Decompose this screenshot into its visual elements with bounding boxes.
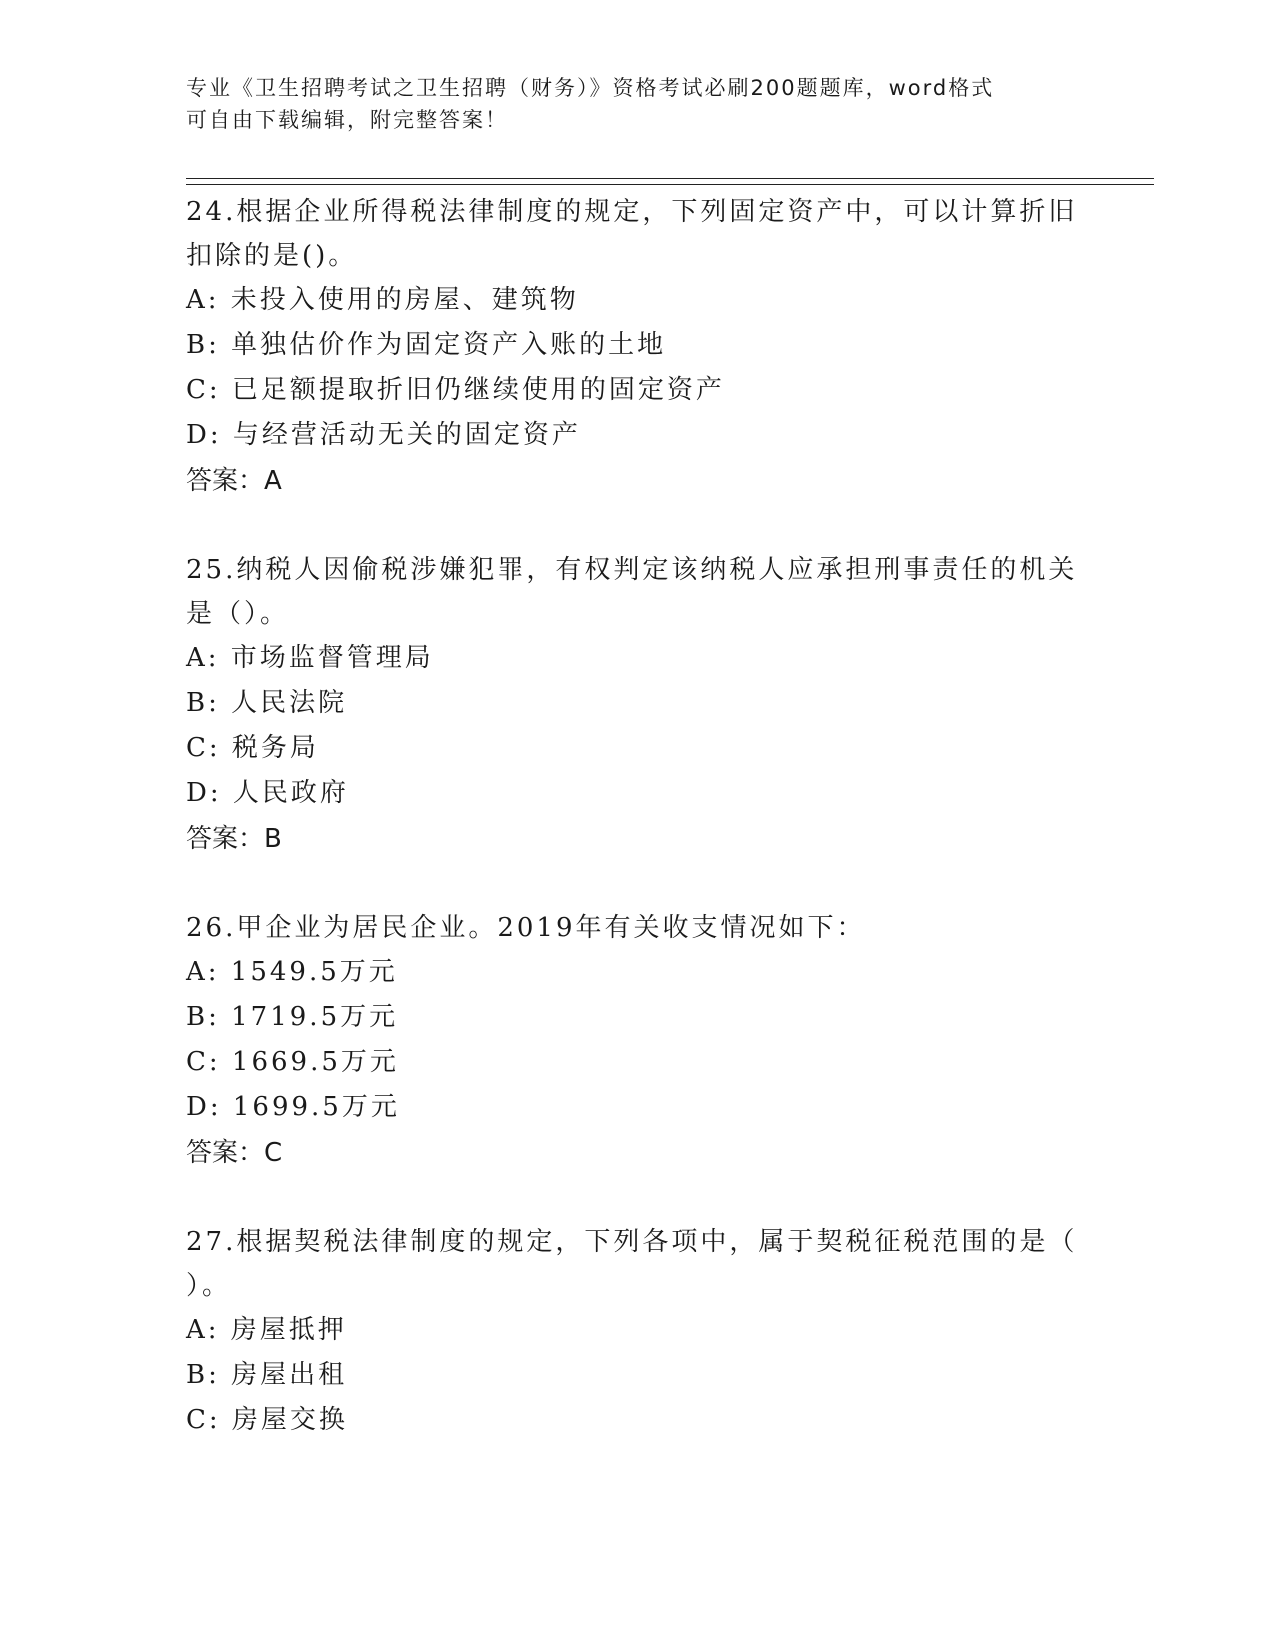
question-26 — [186, 906, 1086, 1176]
option-b: B: 单独估价作为固定资产入账的土地 — [186, 330, 667, 360]
option-b: B: 1719.5万元 — [186, 1002, 399, 1032]
header-line-1: 专业《卫生招聘考试之卫生招聘（财务）》资格考试必刷200题题库，word格式 — [186, 76, 995, 100]
option-d: D: 人民政府 — [186, 778, 349, 808]
option-b: B: 房屋出租 — [186, 1360, 348, 1390]
option-c: C: 房屋交换 — [186, 1405, 348, 1435]
option-c: C: 1669.5万元 — [186, 1047, 399, 1077]
page-header — [186, 72, 1066, 136]
option-d: D: 1699.5万元 — [186, 1092, 400, 1122]
header-divider-bottom — [186, 184, 1154, 185]
header-divider-top — [186, 178, 1154, 179]
option-a: A: 1549.5万元 — [186, 957, 398, 987]
question-stem-line-2: 是（）。 — [186, 599, 290, 629]
answer: 答案：B — [186, 824, 282, 854]
answer: 答案：A — [186, 466, 282, 496]
question-stem-line-2: 扣除的是()。 — [186, 241, 358, 271]
header-line-2: 可自由下载编辑，附完整答案！ — [186, 108, 508, 132]
question-stem-line-1: 26.甲企业为居民企业。2019年有关收支情况如下： — [186, 913, 866, 943]
option-c: C: 税务局 — [186, 733, 319, 763]
option-a: A: 房屋抵押 — [186, 1315, 347, 1345]
option-c: C: 已足额提取折旧仍继续使用的固定资产 — [186, 375, 725, 405]
question-stem-line-1: 25.纳税人因偷税涉嫌犯罪，有权判定该纳税人应承担刑事责任的机关 — [186, 555, 1078, 585]
question-24 — [186, 190, 1086, 504]
question-27 — [186, 1220, 1086, 1443]
question-25 — [186, 548, 1086, 862]
option-a: A: 市场监督管理局 — [186, 643, 434, 673]
option-b: B: 人民法院 — [186, 688, 348, 718]
option-a: A: 未投入使用的房屋、建筑物 — [186, 285, 579, 315]
question-stem-line-2: ）。 — [186, 1271, 232, 1301]
question-stem-line-1: 27.根据契税法律制度的规定，下列各项中，属于契税征税范围的是（ — [186, 1227, 1078, 1257]
question-stem-line-1: 24.根据企业所得税法律制度的规定，下列固定资产中，可以计算折旧 — [186, 197, 1078, 227]
answer: 答案：C — [186, 1138, 283, 1168]
option-d: D: 与经营活动无关的固定资产 — [186, 420, 581, 450]
question-list — [186, 190, 1086, 1487]
